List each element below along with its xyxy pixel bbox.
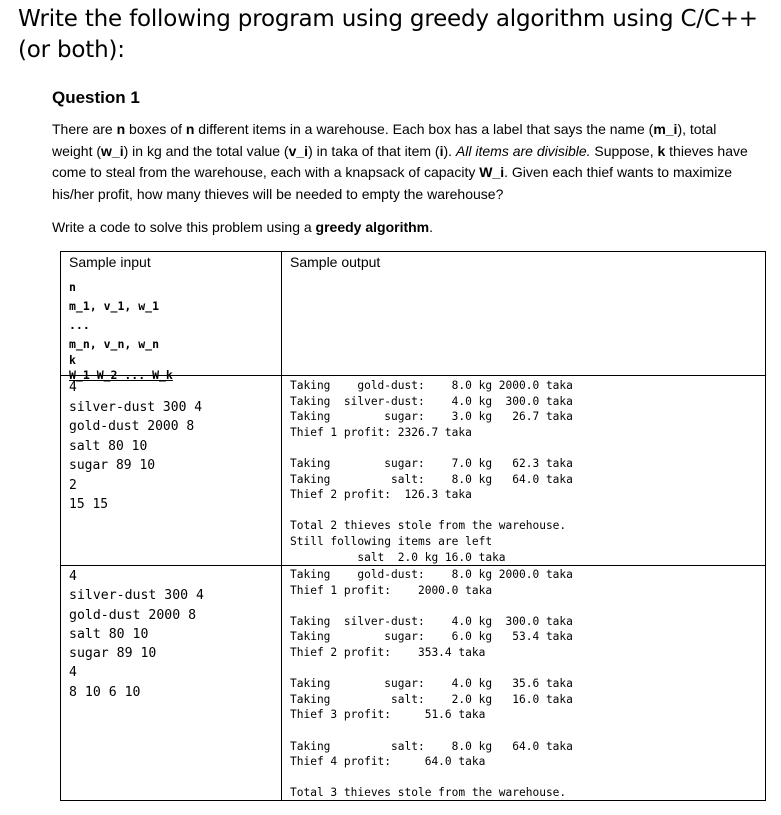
question-title: Question 1 [52,88,140,107]
problem-description: There are n boxes of n different items in a warehouse. Each box has a label that says the name (m_i), total weight (w_i) in kg and the total value (v_i) in taka of that item (i). All items are divisible. Suppose, k thieves have come to steal from the warehouse, each with a knapsack of capacity W_i. Given each thief wants to maximize his/her profit, how many thieves will be needed to empty the warehouse? [52,121,748,202]
format-line-last-item: m_n, v_n, w_n [69,337,160,351]
format-line-first-item: m_1, v_1, w_1 [69,299,160,313]
instruction-text: Write a code to solve this problem using a greedy algorithm. [52,219,434,235]
example1-input: 4 silver-dust 300 4 gold-dust 2000 8 salt 80 10 sugar 89 10 2 15 15 [69,380,203,512]
example1-output: Taking gold-dust: 8.0 kg 2000.0 taka Taking silver-dust: 4.0 kg 300.0 taka Taking sugar: 3.0 kg 26.7 taka Thief 1 profit: 2326.7 taka Taking sugar: 7.0 kg 62.3 taka Taking salt: 8.0 kg 64.0 taka Thief 2 profit: 126.3 taka Total 2 thieves stole from the warehouse. Still following items are left salt 2.0 kg 16.0 taka [290,379,573,564]
assignment-heading: Write the following program using greedy algorithm using C/C++ (or both): [18,6,758,63]
format-line-capacities: W_1 W_2 ... W_k [69,368,173,382]
row-divider-2 [60,565,766,566]
column-divider [281,251,282,801]
format-line-ellipsis: ... [69,318,90,332]
example2-output: Taking gold-dust: 8.0 kg 2000.0 taka Thief 1 profit: 2000.0 taka Taking silver-dust: 4.0 kg 300.0 taka Taking sugar: 6.0 kg 53.4 taka Thief 2 profit: 353.4 taka Taking sugar: 4.0 kg 35.6 taka Taking salt: 2.0 kg 16.0 taka Thief 3 profit: 51.6 taka Taking salt: 8.0 kg 64.0 taka Thief 4 profit: 64.0 taka Total 3 thieves stole from the warehouse. [290,568,573,800]
input-format [69,278,173,384]
header-sample-input: Sample input [69,254,151,270]
example2-input: 4 silver-dust 300 4 gold-dust 2000 8 salt 80 10 sugar 89 10 4 8 10 6 10 [69,569,204,700]
header-sample-output: Sample output [290,254,381,270]
format-line-n: n [69,280,76,294]
format-line-k: k [69,353,76,367]
